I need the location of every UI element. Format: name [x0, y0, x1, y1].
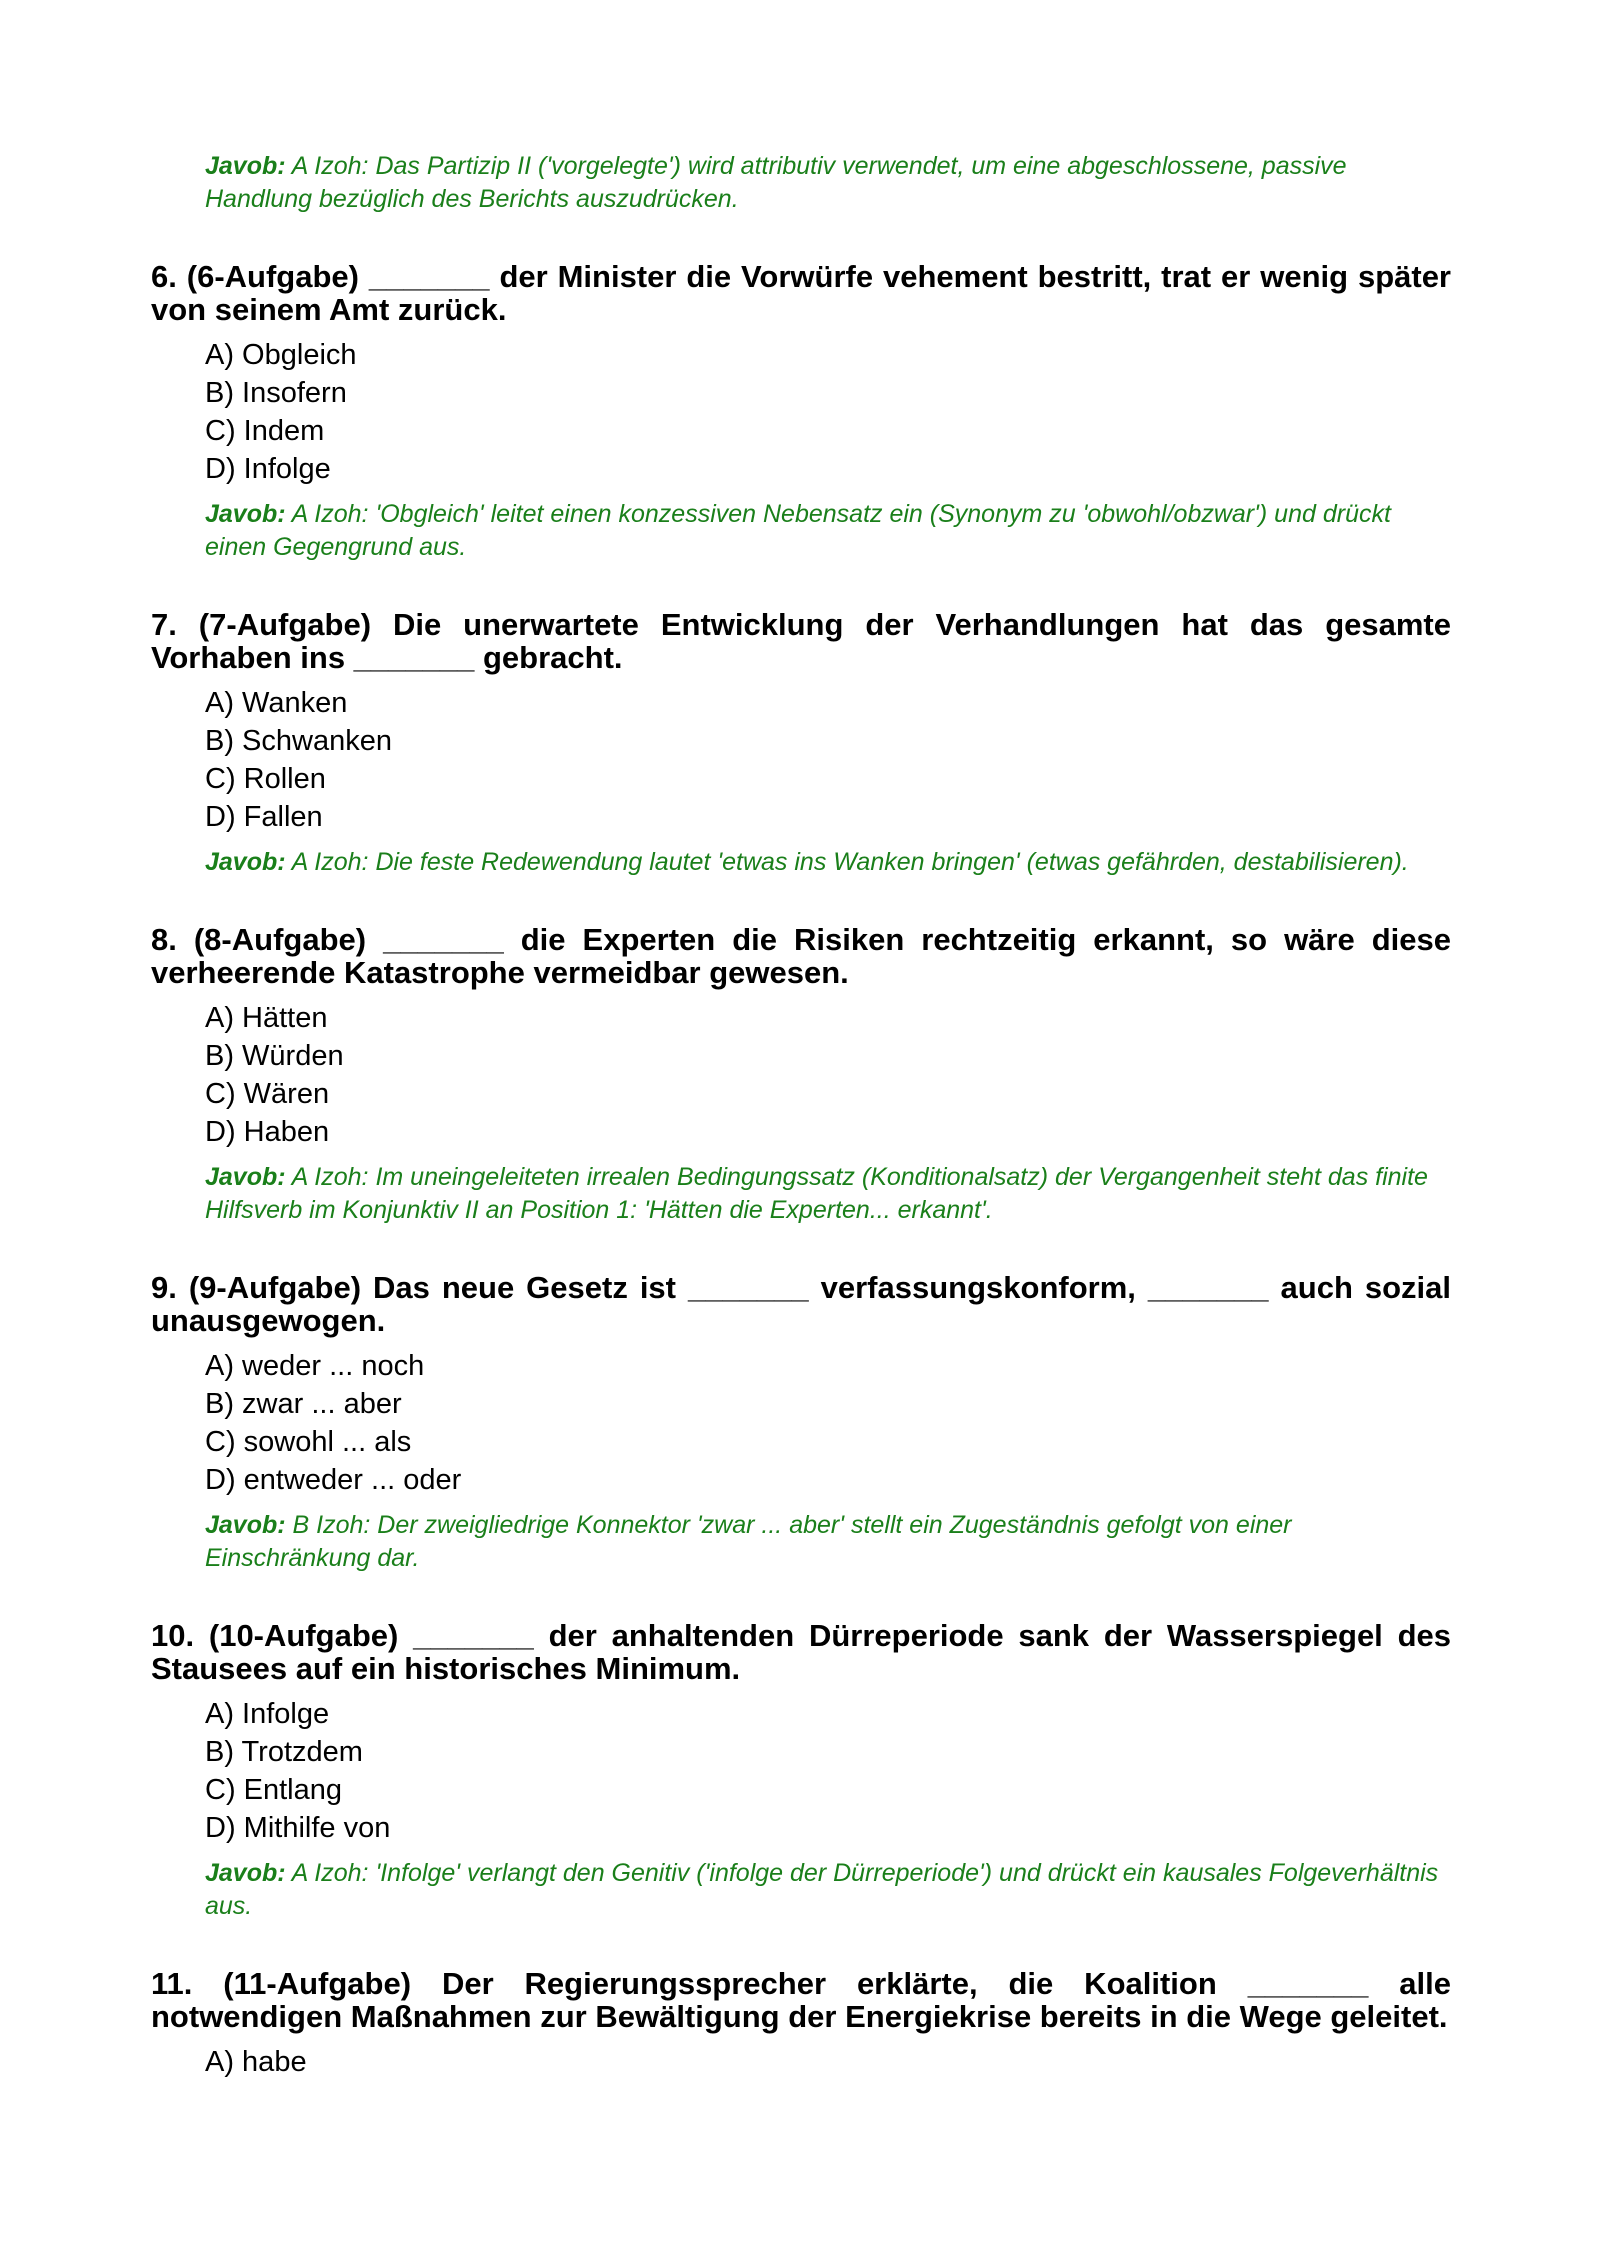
- option-list: [205, 336, 1451, 488]
- option-item: B) Würden: [205, 1040, 344, 1072]
- answer-text: B Izoh: Der zweigliedrige Konnektor 'zwar ... aber' stellt ein Zugeständnis gefolgt von einer Einschränkung dar.: [205, 1511, 1292, 1572]
- option-item: A) Hätten: [205, 1002, 328, 1034]
- answer-label: Javob:: [205, 500, 286, 528]
- question-text: 10. (10-Aufgabe) _______ der anhaltenden Dürreperiode sank der Wasserspiegel des Stausees auf ein historisches Minimum.: [151, 1618, 1451, 1686]
- option-item: D) Fallen: [205, 801, 323, 833]
- question-text: 8. (8-Aufgabe) _______ die Experten die Risiken rechtzeitig erkannt, so wäre diese verheerende Katastrophe vermeidbar gewesen.: [151, 922, 1451, 990]
- option-item: B) Trotzdem: [205, 1736, 363, 1768]
- option-list: [205, 2043, 1451, 2081]
- option-item: B) Schwanken: [205, 725, 392, 757]
- option-item: C) sowohl ... als: [205, 1426, 412, 1458]
- option-item: D) Infolge: [205, 453, 331, 485]
- question-text: 11. (11-Aufgabe) Der Regierungssprecher erklärte, die Koalition _______ alle notwendigen Maßnahmen zur Bewältigung der Energiekrise bereits in die Wege geleitet.: [151, 1966, 1451, 2034]
- option-list: [205, 684, 1451, 836]
- answer-explanation: [205, 846, 1441, 879]
- option-item: C) Indem: [205, 415, 325, 447]
- answer-text: A Izoh: 'Infolge' verlangt den Genitiv ('infolge der Dürreperiode') und drückt ein kausales Folgeverhältnis aus.: [205, 1859, 1439, 1920]
- option-item: C) Rollen: [205, 763, 326, 795]
- option-item: C) Wären: [205, 1078, 330, 1110]
- question-block: [151, 1619, 1451, 1923]
- option-item: B) zwar ... aber: [205, 1388, 402, 1420]
- answer-label: Javob:: [205, 152, 286, 180]
- option-item: A) Infolge: [205, 1698, 330, 1730]
- answer-label: Javob:: [205, 1163, 286, 1191]
- question-text: 6. (6-Aufgabe) _______ der Minister die Vorwürfe vehement bestritt, trat er wenig später von seinem Amt zurück.: [151, 259, 1451, 327]
- option-item: D) Mithilfe von: [205, 1812, 391, 1844]
- option-item: D) Haben: [205, 1116, 330, 1148]
- answer-explanation: [205, 1509, 1441, 1575]
- option-list: [205, 1347, 1451, 1499]
- question-block: [151, 1967, 1451, 2081]
- answer-label: Javob:: [205, 1859, 286, 1887]
- question-block: [151, 260, 1451, 564]
- question-block: [151, 608, 1451, 879]
- answer-explanation: [205, 1857, 1441, 1923]
- answer-text: A Izoh: 'Obgleich' leitet einen konzessiven Nebensatz ein (Synonym zu 'obwohl/obzwar') und drückt einen Gegengrund aus.: [205, 500, 1391, 561]
- question-text: 9. (9-Aufgabe) Das neue Gesetz ist _______ verfassungskonform, _______ auch sozial unausgewogen.: [151, 1270, 1451, 1338]
- top-answer-explanation: [205, 150, 1441, 216]
- answer-text: A Izoh: Das Partizip II ('vorgelegte') wird attributiv verwendet, um eine abgeschlossene, passive Handlung bezüglich des Berichts auszudrücken.: [205, 152, 1347, 213]
- question-list: [151, 260, 1451, 2081]
- answer-explanation: [205, 1161, 1441, 1227]
- option-list: [205, 999, 1451, 1151]
- question-block: [151, 1271, 1451, 1575]
- document-page: [151, 150, 1451, 2091]
- option-item: A) Wanken: [205, 687, 348, 719]
- option-list: [205, 1695, 1451, 1847]
- answer-text: A Izoh: Im uneingeleiteten irrealen Bedingungssatz (Konditionalsatz) der Vergangenheit steht das finite Hilfsverb im Konjunktiv II an Position 1: 'Hätten die Experten... erkannt'.: [205, 1163, 1428, 1224]
- answer-label: Javob:: [205, 848, 286, 876]
- answer-explanation: [205, 498, 1441, 564]
- option-item: B) Insofern: [205, 377, 347, 409]
- question-block: [151, 923, 1451, 1227]
- answer-text: A Izoh: Die feste Redewendung lautet 'etwas ins Wanken bringen' (etwas gefährden, destabilisieren).: [285, 848, 1409, 876]
- option-item: A) weder ... noch: [205, 1350, 425, 1382]
- option-item: C) Entlang: [205, 1774, 343, 1806]
- option-item: A) habe: [205, 2046, 307, 2078]
- answer-label: Javob:: [205, 1511, 286, 1539]
- option-item: D) entweder ... oder: [205, 1464, 462, 1496]
- question-text: 7. (7-Aufgabe) Die unerwartete Entwicklung der Verhandlungen hat das gesamte Vorhaben ins _______ gebracht.: [151, 607, 1451, 675]
- option-item: A) Obgleich: [205, 339, 357, 371]
